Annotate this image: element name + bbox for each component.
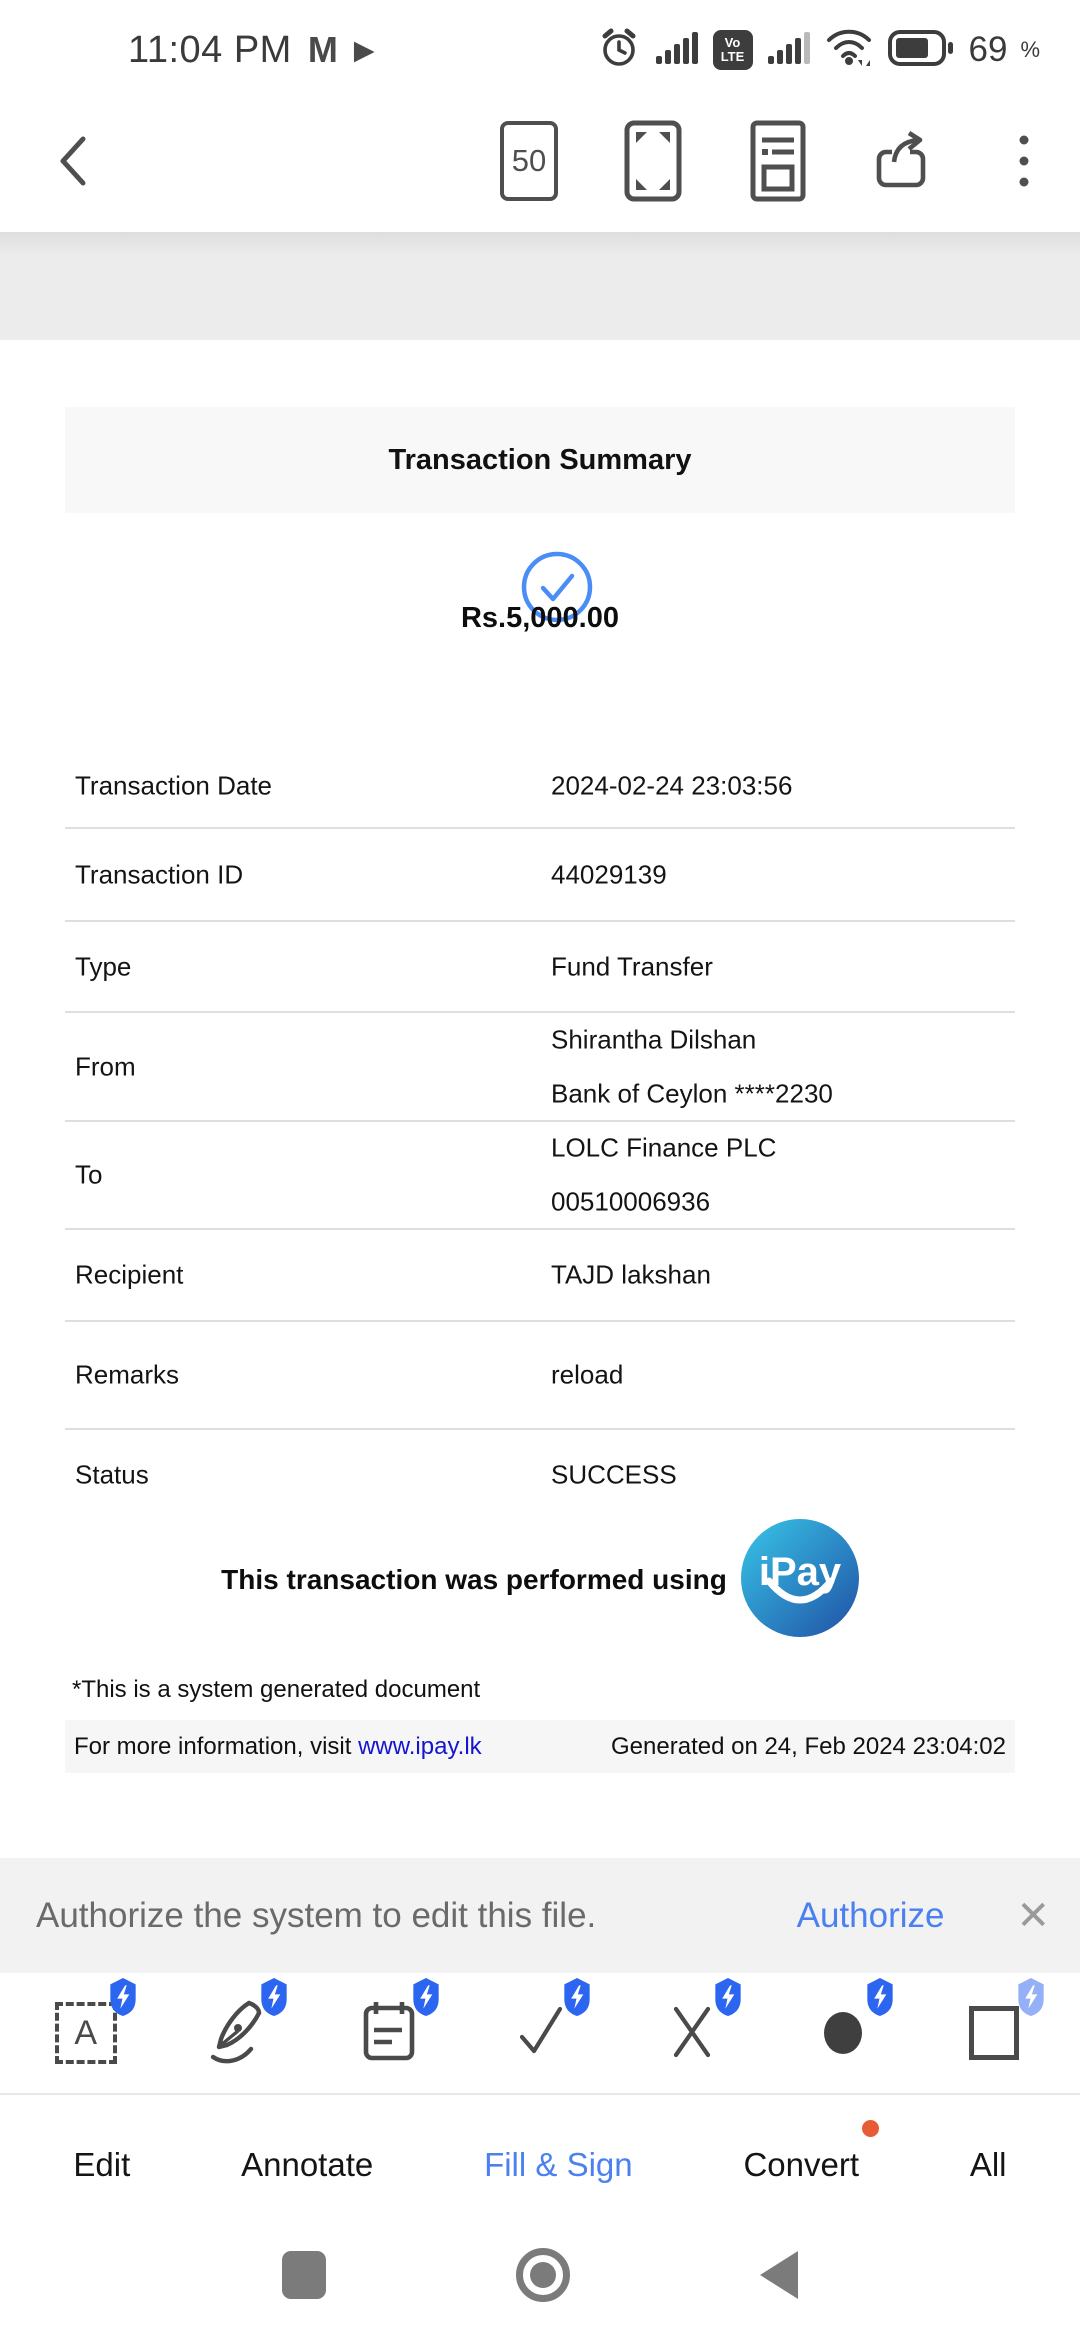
row-label: Transaction Date (75, 770, 273, 800)
premium-badge-icon (561, 1978, 593, 2021)
cross-tool[interactable] (636, 1988, 746, 2078)
ipay-logo (741, 1519, 859, 1642)
home-button-dot (530, 2262, 556, 2288)
signal-strength-icon (654, 28, 700, 73)
fit-screen-button[interactable] (623, 119, 683, 203)
row-label: To (75, 1159, 103, 1190)
page-number-button[interactable] (500, 121, 558, 201)
row-value: Fund Transfer (551, 951, 713, 981)
fill-sign-tools (0, 1973, 1080, 2093)
tab-annotate[interactable]: Annotate (241, 2146, 374, 2183)
table-row (65, 1322, 1015, 1430)
text-field-tool[interactable] (31, 1988, 141, 2078)
date-stamp-tool[interactable] (334, 1988, 444, 2078)
table-row (65, 1230, 1015, 1322)
premium-badge-icon (258, 1978, 290, 2021)
status-left (128, 29, 375, 72)
system-generated-note: *This is a system generated document (72, 1676, 481, 1703)
top-toolbar (0, 90, 1080, 232)
premium-badge-icon (712, 1978, 744, 2021)
dot-tool[interactable] (788, 1988, 898, 2078)
rectangle-tool[interactable] (939, 1988, 1049, 2078)
tab-convert[interactable]: Convert (743, 2146, 859, 2184)
media-play-icon: ▶ (353, 34, 375, 65)
table-row (65, 1013, 1015, 1122)
premium-badge-icon (1015, 1978, 1047, 2021)
more-options-button[interactable] (1020, 136, 1029, 187)
table-row (65, 744, 1015, 829)
authorize-button[interactable]: Authorize (796, 1895, 945, 1935)
row-value: TAJD lakshan (551, 1259, 711, 1290)
tab-edit[interactable]: Edit (73, 2146, 131, 2183)
document-footer-bar (65, 1720, 1015, 1773)
overflow-menu-icon (1020, 136, 1029, 187)
row-label: Transaction ID (75, 859, 244, 889)
tab-all[interactable]: All (969, 2146, 1007, 2183)
bottom-tab-bar (0, 2095, 1080, 2235)
pdf-background (0, 232, 1080, 340)
back-nav-button[interactable] (760, 2251, 798, 2299)
home-button[interactable] (516, 2248, 570, 2302)
recents-button[interactable] (282, 2251, 326, 2299)
premium-badge-icon (864, 1978, 896, 2021)
row-label: Type (75, 951, 132, 981)
text-field-icon: A (55, 2002, 117, 2064)
cross-icon (664, 2001, 718, 2066)
close-icon[interactable]: ✕ (1016, 1893, 1050, 1938)
row-label: From (75, 1051, 136, 1081)
table-row (65, 1430, 1015, 1520)
rectangle-icon (969, 2006, 1019, 2060)
table-row (65, 829, 1015, 922)
generated-timestamp: Generated on 24, Feb 2024 23:04:02 (611, 1732, 1006, 1760)
signature-tool[interactable] (182, 1988, 292, 2078)
authorize-banner (0, 1858, 1080, 1973)
view-mode-button[interactable] (749, 119, 807, 203)
wifi-icon (825, 26, 875, 75)
footer-info: For more information, visit www.ipay.lk (74, 1732, 482, 1760)
document-title-bar (65, 407, 1015, 513)
status-bar (0, 0, 1080, 90)
status-right (597, 26, 1041, 75)
dot-icon (824, 2012, 862, 2054)
clock: 11:04 PM (128, 28, 292, 71)
row-label: Recipient (75, 1259, 184, 1290)
percent-sign: % (1020, 37, 1040, 62)
share-button[interactable] (870, 130, 932, 192)
back-button[interactable] (53, 133, 93, 189)
premium-badge-icon (410, 1978, 442, 2021)
alarm-icon (597, 26, 641, 75)
pdf-page (0, 340, 1080, 1858)
convert-notification-dot (862, 2120, 879, 2137)
battery-icon (888, 29, 956, 72)
svg-text:iPay: iPay (758, 1549, 841, 1594)
volte-icon: Vo LTE (713, 30, 753, 70)
gmail-notification-icon: M (307, 29, 338, 70)
battery-percentage: 69 (968, 30, 1008, 69)
checkmark-tool[interactable] (485, 1988, 595, 2078)
row-value: reload (551, 1359, 624, 1390)
transaction-details-table (65, 744, 1015, 1520)
android-navigation-bar (0, 2235, 1080, 2315)
page-title: Transaction Summary (388, 443, 692, 476)
tab-fill-sign[interactable]: Fill & Sign (484, 2146, 633, 2183)
premium-badge-icon (107, 1978, 139, 2021)
status-value: SUCCESS (551, 1459, 677, 1490)
table-row (65, 922, 1015, 1013)
page-count-badge: 50 (500, 121, 558, 201)
row-value: LOLC Finance PLC 00510006936 (551, 1132, 777, 1217)
row-value: Shirantha Dilshan Bank of Ceylon ****2230 (551, 1024, 833, 1108)
row-label: Remarks (75, 1359, 180, 1390)
row-value: 2024-02-24 23:03:56 (551, 770, 793, 800)
performed-using-line: This transaction was performed using iPay (0, 1516, 1080, 1644)
signal-strength-2-icon (766, 28, 812, 73)
row-value: 44029139 (551, 859, 667, 889)
row-label: Status (75, 1459, 149, 1490)
table-row (65, 1122, 1015, 1230)
banner-message: Authorize the system to edit this file. (36, 1895, 597, 1935)
ipay-link[interactable]: www.ipay.lk (358, 1732, 482, 1760)
transaction-amount: Rs.5,000.00 (460, 602, 619, 634)
